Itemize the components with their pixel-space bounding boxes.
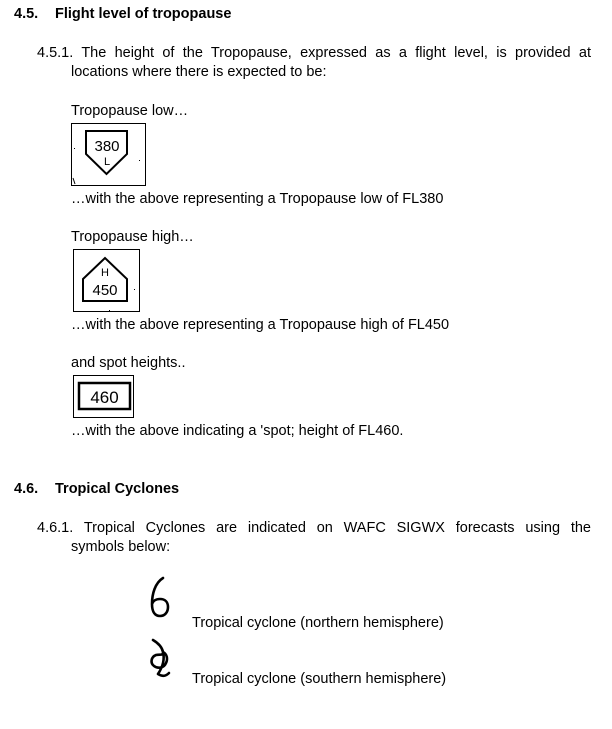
- tropopause-high-letter: H: [101, 267, 109, 279]
- tropopause-low-label: Tropopause low…: [71, 103, 189, 119]
- tropical-cyclone-north-icon: [142, 574, 178, 624]
- paragraph-4-5-1: [37, 44, 591, 82]
- spot-height-value: 460: [90, 388, 119, 407]
- tropopause-low-symbol: [71, 123, 147, 187]
- paragraph-line-1: [37, 44, 591, 63]
- paragraph-line-1: [37, 519, 591, 538]
- tropopause-low-caption: …with the above representing a Tropopause low of FL380: [71, 191, 444, 207]
- section-number: 4.5.: [14, 6, 39, 22]
- tropopause-high-symbol: [73, 249, 141, 313]
- spot-heights-label: and spot heights..: [71, 355, 186, 371]
- section-title: Tropical Cyclones: [55, 481, 180, 497]
- paragraph-line-2: locations where there is expected to be:: [71, 64, 327, 80]
- paragraph-number: 4.5.1.: [37, 45, 74, 61]
- section-number: 4.6.: [14, 481, 39, 497]
- paragraph-number: 4.6.1.: [37, 520, 74, 536]
- spot-height-symbol: [73, 375, 135, 419]
- section-heading-4-6: [14, 481, 179, 497]
- section-heading-4-5: [14, 6, 231, 22]
- tropopause-high-label: Tropopause high…: [71, 229, 194, 245]
- tropopause-high-value: 450: [92, 282, 118, 299]
- tropical-cyclone-south-icon: [142, 636, 178, 684]
- tropical-cyclone-north-label: Tropical cyclone (northern hemisphere): [192, 615, 444, 631]
- spot-heights-caption: …with the above indicating a 'spot; height of FL460.: [71, 423, 404, 439]
- tropical-cyclone-south-label: Tropical cyclone (southern hemisphere): [192, 671, 447, 687]
- paragraph-text: Tropical Cyclones are indicated on WAFC SIGWX forecasts using the: [83, 520, 591, 536]
- paragraph-text: The height of the Tropopause, expressed as a flight level, is provided at: [81, 45, 591, 61]
- paragraph-4-6-1: [37, 519, 591, 557]
- section-title: Flight level of tropopause: [55, 6, 232, 22]
- tropopause-low-letter: L: [103, 156, 111, 168]
- paragraph-line-2: symbols below:: [71, 539, 171, 555]
- tropopause-low-value: 380: [94, 138, 120, 155]
- tropopause-high-caption: …with the above representing a Tropopause high of FL450: [71, 317, 450, 333]
